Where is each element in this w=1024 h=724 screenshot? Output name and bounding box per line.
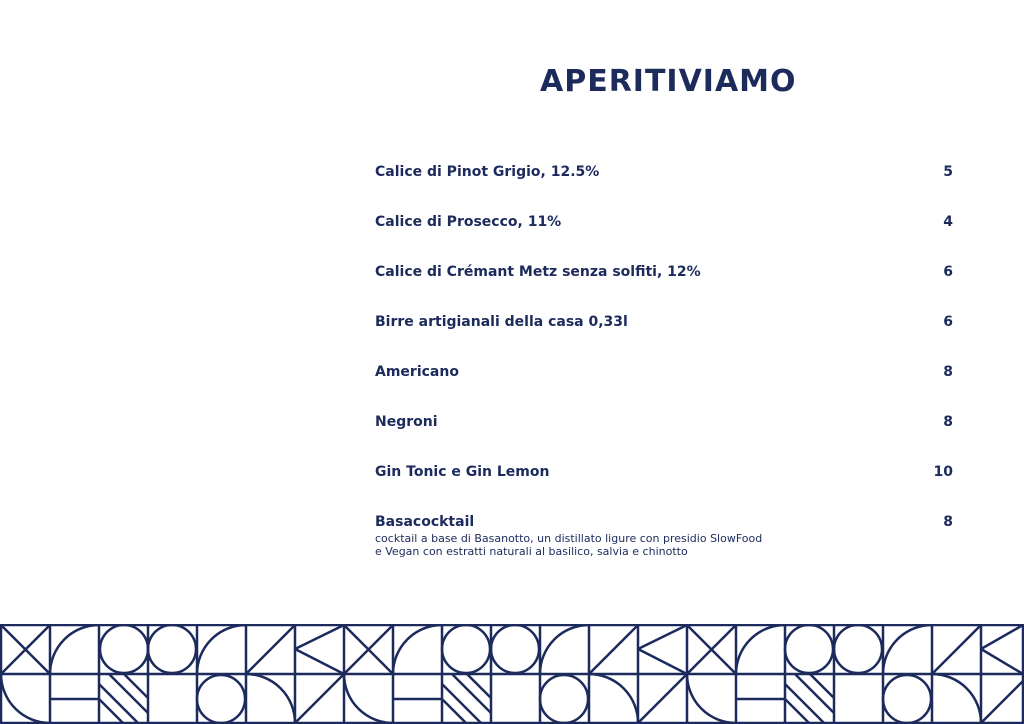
menu-item bbox=[375, 414, 955, 430]
item-name: Birre artigianali della casa 0,33l bbox=[375, 314, 628, 330]
item-name: Basacocktail bbox=[375, 514, 475, 530]
item-name: Gin Tonic e Gin Lemon bbox=[375, 464, 550, 480]
menu-item bbox=[375, 314, 955, 330]
item-description-line: e Vegan con estratti naturali al basilico, salvia e chinotto bbox=[375, 545, 688, 558]
menu-item bbox=[375, 514, 955, 558]
item-description bbox=[375, 532, 795, 558]
item-name: Negroni bbox=[375, 414, 438, 430]
item-price: 8 bbox=[943, 514, 953, 530]
item-name: Americano bbox=[375, 364, 459, 380]
menu-item bbox=[375, 264, 955, 280]
item-price: 8 bbox=[943, 414, 953, 430]
decorative-geometric-pattern bbox=[0, 624, 1024, 724]
item-price: 6 bbox=[943, 264, 953, 280]
menu-item bbox=[375, 464, 955, 480]
menu-item bbox=[375, 214, 955, 230]
item-price: 10 bbox=[933, 464, 953, 480]
item-name: Calice di Pinot Grigio, 12.5% bbox=[375, 164, 600, 180]
menu-item bbox=[375, 164, 955, 180]
menu-item bbox=[375, 364, 955, 380]
menu-title: APERITIVIAMO bbox=[540, 64, 797, 99]
item-price: 4 bbox=[943, 214, 953, 230]
item-price: 8 bbox=[943, 364, 953, 380]
item-price: 5 bbox=[943, 164, 953, 180]
item-description-line: cocktail a base di Basanotto, un distillato ligure con presidio SlowFood bbox=[375, 532, 763, 545]
item-name: Calice di Prosecco, 11% bbox=[375, 214, 562, 230]
item-price: 6 bbox=[943, 314, 953, 330]
item-name: Calice di Crémant Metz senza solfiti, 12% bbox=[375, 264, 701, 280]
